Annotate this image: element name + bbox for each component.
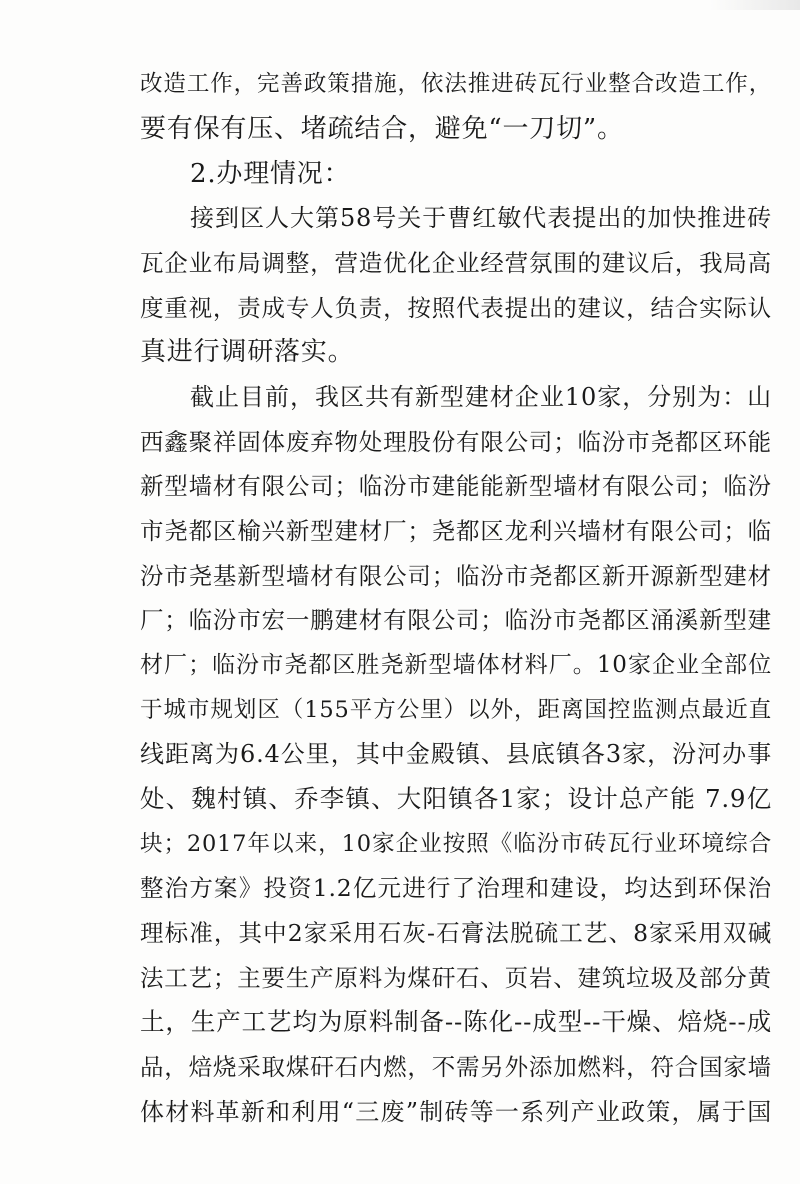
text-line: 体材料革新和利用“三废”制砖等一系列产业政策，属于国: [140, 1098, 772, 1126]
text-line: 理标准，其中2家采用石灰-石膏法脱硫工艺、8家采用双碱: [140, 919, 772, 947]
text-line: 度重视，责成专人负责，按照代表提出的建议，结合实际认: [140, 294, 772, 322]
text-line: 市尧都区榆兴新型建材厂；尧都区龙利兴墙材有限公司；临: [140, 517, 772, 545]
text-line: 改造工作，完善政策措施，依法推进砖瓦行业整合改造工作，: [140, 71, 772, 97]
text-line: 于城市规划区（155平方公里）以外，距离国控监测点最近直: [140, 697, 772, 723]
text-line: 接到区人大第58号关于曹红敏代表提出的加快推进砖: [190, 204, 772, 232]
text-line: 真进行调研落实。: [140, 337, 355, 367]
text-line: 材厂；临汾市尧都区胜尧新型墙体材料厂。10家企业全部位: [140, 652, 772, 678]
text-line: 线距离为6.4公里，其中金殿镇、县底镇各3家，汾河办事: [140, 740, 772, 768]
text-line: 西鑫聚祥固体废弃物处理股份有限公司；临汾市尧都区环能: [140, 428, 772, 456]
text-line: 厂；临汾市宏一鹏建材有限公司；临汾市尧都区涌溪新型建: [140, 606, 772, 634]
text-line: 法工艺；主要生产原料为煤矸石、页岩、建筑垃圾及部分黄: [140, 964, 772, 992]
text-line: 处、魏村镇、乔李镇、大阳镇各1家；设计总产能 7.9亿: [140, 784, 772, 813]
section-heading: 2.办理情况：: [190, 159, 351, 189]
text-line: 截止目前，我区共有新型建材企业10家，分别为：山: [190, 383, 772, 411]
text-line: 整治方案》投资1.2亿元进行了治理和建设，均达到环保治: [140, 874, 772, 902]
text-line: 品，焙烧采取煤矸石内燃，不需另外添加燃料，符合国家墙: [140, 1053, 772, 1081]
scan-edge-mark: [710, 0, 800, 10]
text-line: 块；2017年以来，10家企业按照《临汾市砖瓦行业环境综合: [140, 831, 772, 857]
text-line: 新型墙材有限公司；临汾市建能能新型墙材有限公司；临汾: [140, 472, 772, 500]
text-line: 土，生产工艺均为原料制备--陈化--成型--干燥、焙烧--成: [140, 1007, 772, 1036]
text-line: 瓦企业布局调整，营造优化企业经营氛围的建议后，我局高: [140, 249, 772, 277]
text-line: 要有保有压、堵疏结合，避免“一刀切”。: [140, 114, 624, 144]
text-line: 汾市尧基新型墙材有限公司；临汾市尧都区新开源新型建材: [140, 562, 772, 590]
